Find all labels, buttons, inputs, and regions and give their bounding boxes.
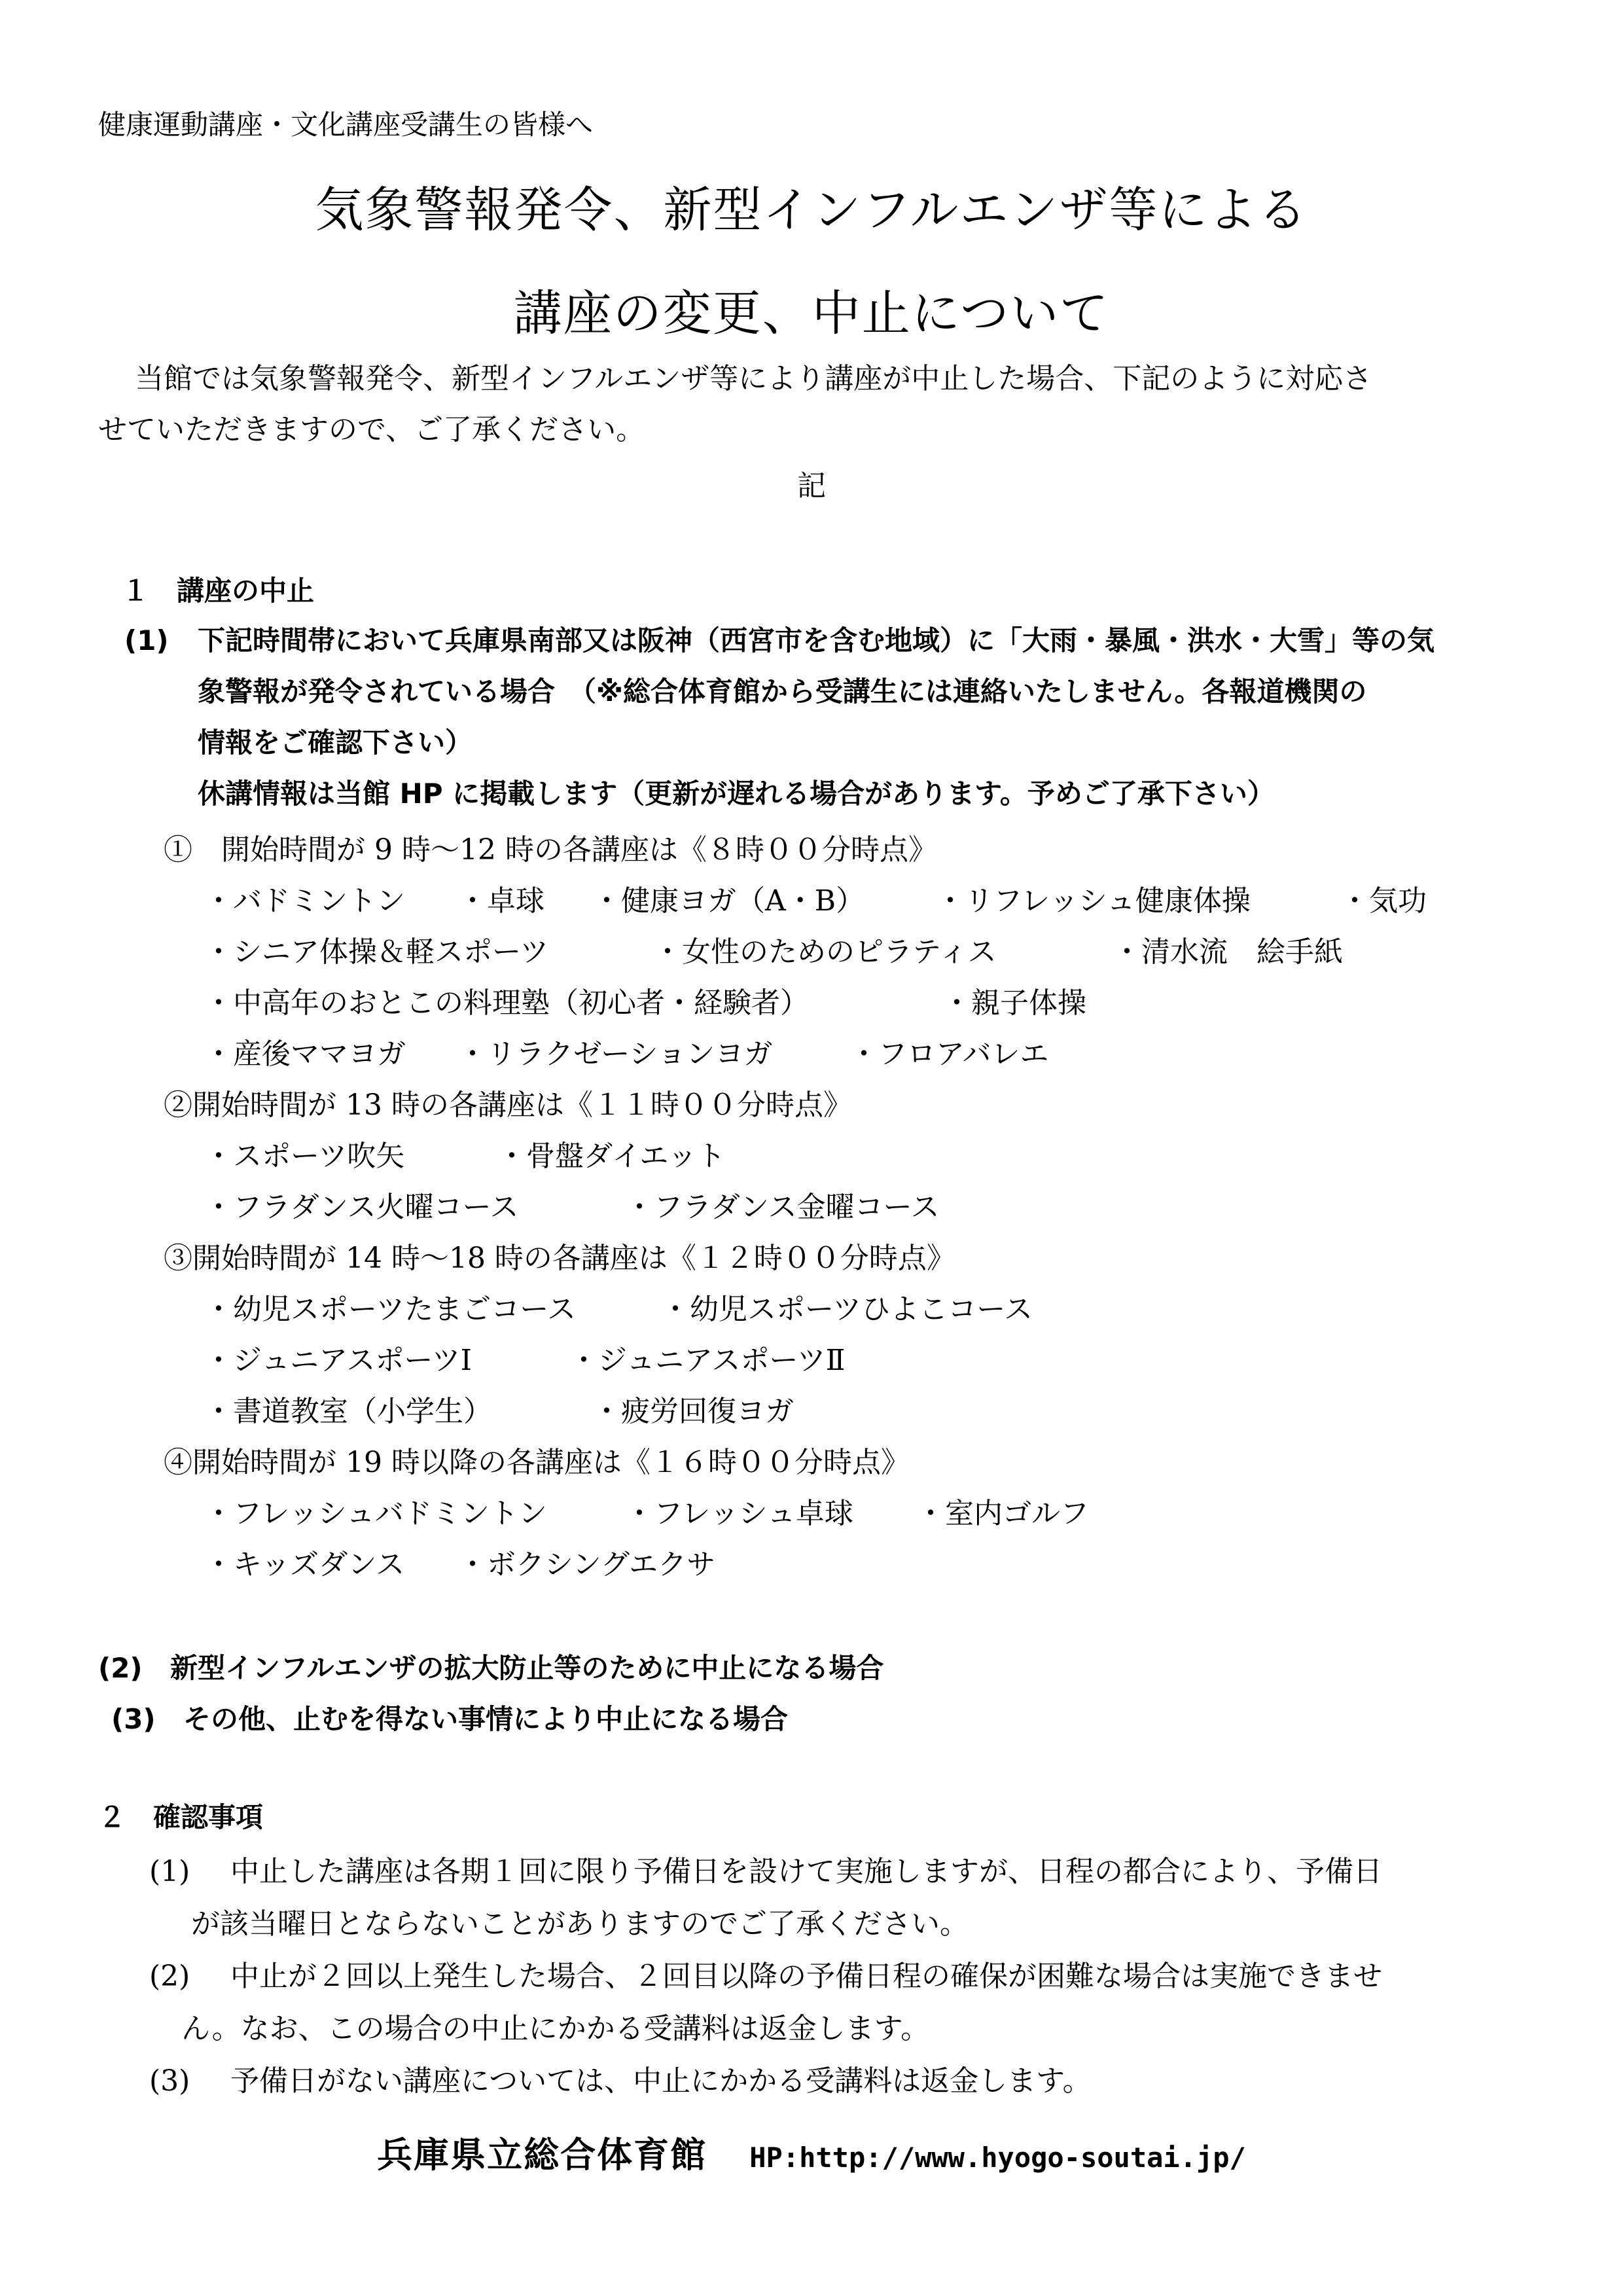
course-item: ・疲労回復ヨガ <box>592 1395 794 1428</box>
section-2-heading: ２ 確認事項 <box>98 1801 264 1833</box>
confirm-item-1 <box>149 1846 1537 1950</box>
item-3-text: その他、止むを得ない事情により中止になる場合 <box>183 1703 789 1735</box>
course-item: ・シニア体操＆軽スポーツ <box>204 935 549 969</box>
course-item: ・産後ママヨガ <box>204 1037 406 1071</box>
intro-paragraph <box>98 353 1531 456</box>
confirm-item-2-line-2: ん。なお、この場合の中止にかかる受講料は返金します。 <box>181 2012 930 2045</box>
confirm-item-3-number: (3) <box>149 2064 190 2098</box>
addressee: 健康運動講座・文化講座受講生の皆様へ <box>98 109 594 141</box>
course-item: ・ジュニアスポーツⅠ <box>204 1344 472 1377</box>
footer <box>0 2127 1623 2178</box>
course-item: ・バドミントン <box>204 884 406 918</box>
group-2-header: ②開始時間が 13 時の各講座は《１１時００分時点》 <box>164 1088 852 1122</box>
course-item: ・卓球 <box>458 884 544 918</box>
confirm-item-2-text <box>149 1950 1537 2055</box>
intro-line-2: せていただきますので、ご了承ください。 <box>98 413 645 446</box>
confirm-item-1-text <box>149 1846 1537 1950</box>
confirm-item-1-line-1: 中止した講座は各期１回に限り予備日を設けて実施しますが、日程の都合により、予備日 <box>230 1855 1382 1888</box>
course-item: ・室内ゴルフ <box>916 1497 1089 1530</box>
course-item: ・フレッシュバドミントン <box>204 1497 548 1530</box>
confirm-item-1-line-2: が該当曜日とならないことがありますのでご了承ください。 <box>191 1907 969 1941</box>
confirm-item-2-line-1: 中止が２回以上発生した場合、２回目以降の予備日程の確保が困難な場合は実施できませ <box>230 1960 1382 1993</box>
item-1-line-4: 休講情報は当館 HP に掲載します（更新が遅れる場合があります。予めご了承下さい） <box>198 778 1275 810</box>
course-item: ・キッズダンス <box>204 1548 405 1581</box>
course-item: ・リフレッシュ健康体操 <box>936 884 1251 918</box>
confirm-item-3-line-1: 予備日がない講座については、中止にかかる受講料は返金します。 <box>230 2064 1092 2098</box>
course-item: ・フラダンス金曜コース <box>625 1191 940 1224</box>
course-item: ・健康ヨガ（A・B） <box>592 884 865 918</box>
homepage-url: HP:http://www.hyogo-soutai.jp/ <box>749 2142 1246 2174</box>
course-item: ・リラクゼーションヨガ <box>458 1037 773 1071</box>
item-1-line-1: 下記時間帯において兵庫県南部又は阪神（西宮市を含む地域）に「大雨・暴風・洪水・大雪」等の気 <box>198 624 1435 656</box>
confirm-item-1-number: (1) <box>149 1855 190 1888</box>
item-1-line-2: 象警報が発令されている場合 （※総合体育館から受講生には連絡いたしません。各報道機関の <box>198 675 1367 708</box>
item-2-text: 新型インフルエンザの拡大防止等のために中止になる場合 <box>170 1652 884 1684</box>
course-item: ・女性のためのピラティス <box>653 935 997 969</box>
group-4-header: ④開始時間が 19 時以降の各講座は《１６時００分時点》 <box>164 1446 910 1479</box>
course-item: ・フラダンス火曜コース <box>204 1191 519 1224</box>
intro-line-1: 当館では気象警報発令、新型インフルエンザ等により講座が中止した場合、下記のように対応さ <box>135 362 1372 395</box>
course-item: ・幼児スポーツひよこコース <box>661 1293 1033 1326</box>
course-item: ・スポーツ吹矢 <box>204 1139 405 1173</box>
group-3-header: ③開始時間が 14 時～18 時の各講座は《１２時００分時点》 <box>164 1242 955 1275</box>
item-1-text <box>198 615 1565 819</box>
course-item: ・書道教室（小学生） <box>204 1395 492 1428</box>
course-item: ・ボクシングエクサ <box>458 1548 716 1581</box>
course-item: ・骨盤ダイエット <box>497 1139 726 1173</box>
course-item: ・フレッシュ卓球 <box>625 1497 853 1530</box>
course-item: ・気功 <box>1340 884 1427 918</box>
title-line-2: 講座の変更、中止について <box>513 285 1110 342</box>
confirm-item-2 <box>149 1950 1537 2055</box>
course-item: ・幼児スポーツたまごコース <box>204 1293 577 1326</box>
course-item: ・フロアバレエ <box>849 1037 1049 1071</box>
confirm-item-2-number: (2) <box>149 1960 190 1993</box>
section-1-heading: １ 講座の中止 <box>122 575 315 607</box>
confirm-item-3 <box>149 2055 1537 2108</box>
confirm-item-3-text <box>149 2055 1537 2108</box>
course-item: ・親子体操 <box>942 986 1086 1020</box>
organization-name: 兵庫県立総合体育館 <box>377 2134 707 2176</box>
item-3-number: (3) <box>111 1703 156 1735</box>
item-1-line-3: 情報をご確認下さい） <box>198 726 473 759</box>
item-1-number: (1) <box>124 624 169 656</box>
title-line-1: 気象警報発令、新型インフルエンザ等による <box>315 182 1308 238</box>
ki-marker: 記 <box>797 469 826 503</box>
item-2-number: (2) <box>98 1652 143 1684</box>
course-item: ・ジュニアスポーツⅡ <box>569 1344 846 1377</box>
course-item: ・中高年のおとこの料理塾（初心者・経験者） <box>204 986 809 1020</box>
course-item: ・清水流 絵手紙 <box>1113 935 1343 969</box>
group-1-header: ① 開始時間が 9 時～12 時の各講座は《８時００分時点》 <box>164 833 937 867</box>
